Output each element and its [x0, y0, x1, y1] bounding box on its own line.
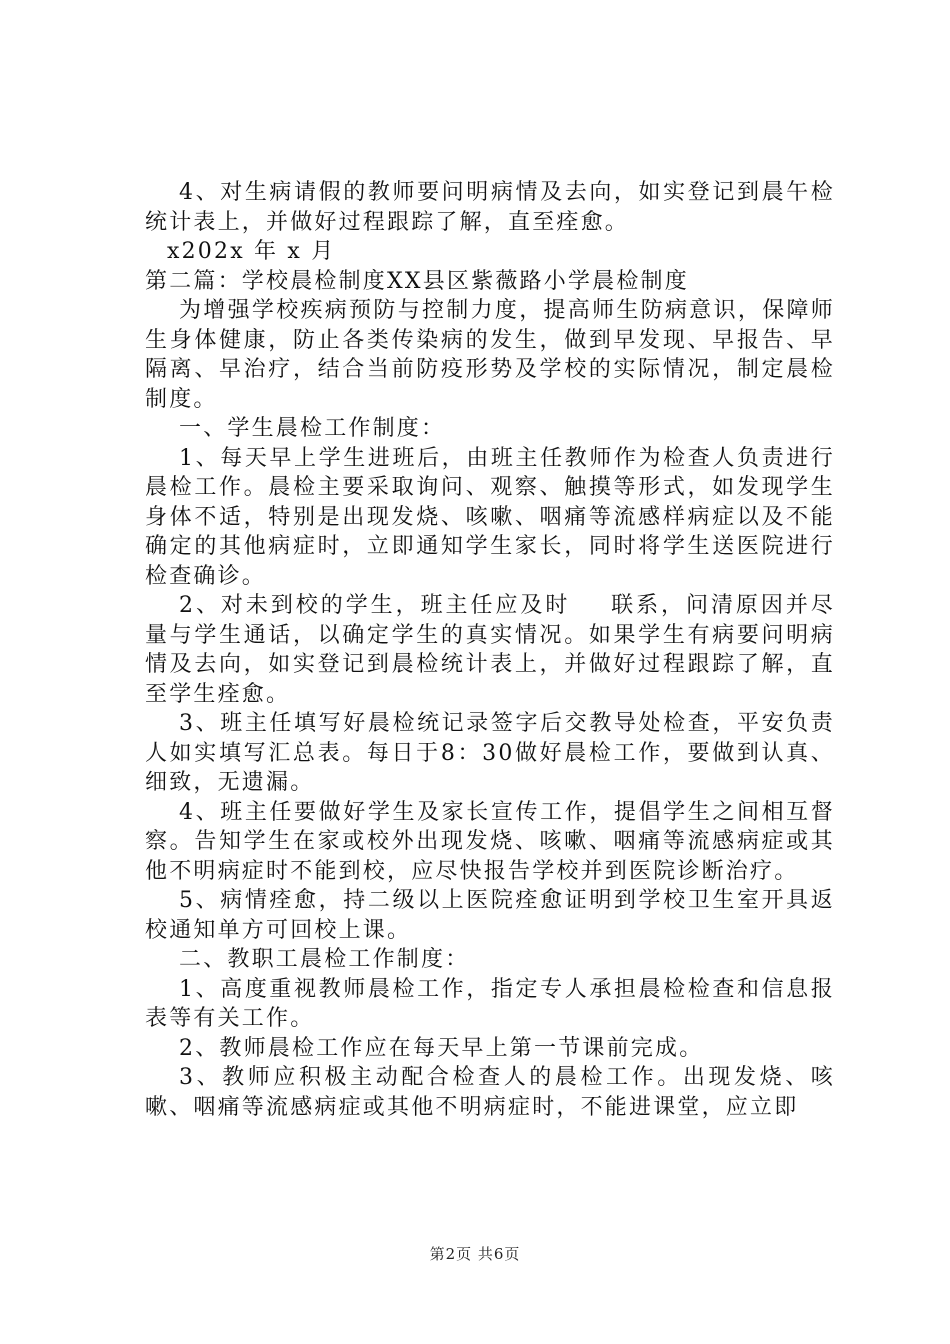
page-footer: 第2页 共6页 [429, 1245, 521, 1263]
paragraph-student-2-part-a: 2、对未到校的学生，班主任应及时 [179, 593, 571, 618]
heading-staff-check: 二、教职工晨检工作制度： [179, 947, 470, 972]
heading-student-check: 一、学生晨检工作制度： [179, 416, 446, 441]
paragraph-student-2-part-b: 联系，问清原因并尽量与学生通话，以确定学生的真实情况。如果学生有病要问明病情及去向，如实登记到晨检统计表上，并做好过程跟踪了解，直至学生痊愈。 [145, 593, 835, 707]
paragraph-staff-3: 3、教师应积极主动配合检查人的晨检工作。出现发烧、咳嗽、咽痛等流感病症或其他不明病症时，不能进课堂，应立即 [145, 1065, 835, 1120]
document-body [145, 178, 835, 1122]
paragraph-student-4: 4、班主任要做好学生及家长宣传工作，提倡学生之间相互督察。告知学生在家或校外出现发烧、咳嗽、咽痛等流感病症或其他不明病症时不能到校，应尽快报告学校并到医院诊断治疗。 [145, 799, 835, 884]
paragraph-teacher-sick-leave: 4、对生病请假的教师要问明病情及去向，如实登记到晨午检统计表上，并做好过程跟踪了解，直至痊愈。 [145, 180, 835, 235]
paragraph-date: x202x 年 x 月 [167, 239, 336, 264]
paragraph-intro: 为增强学校疾病预防与控制力度，提高师生防病意识，保障师生身体健康，防止各类传染病的发生，做到早发现、早报告、早隔离、早治疗，结合当前防疫形势及学校的实际情况，制定晨检制度。 [145, 298, 835, 412]
paragraph-staff-2: 2、教师晨检工作应在每天早上第一节课前完成。 [179, 1035, 704, 1061]
paragraph-staff-1: 1、高度重视教师晨检工作，指定专人承担晨检检查和信息报表等有关工作。 [145, 976, 835, 1031]
paragraph-student-5: 5、病情痊愈，持二级以上医院痊愈证明到学校卫生室开具返校通知单方可回校上课。 [145, 888, 835, 943]
paragraph-student-3: 3、班主任填写好晨检统记录签字后交教导处检查，平安负责人如实填写汇总表。每日于8：30做好晨检工作，要做到认真、细致，无遗漏。 [145, 711, 835, 795]
paragraph-student-2 [145, 591, 835, 709]
paragraph-student-1: 1、每天早上学生进班后，由班主任教师作为检查人负责进行晨检工作。晨检主要采取询问、观察、触摸等形式，如发现学生身体不适，特别是出现发烧、咳嗽、咽痛等流感样病症以及不能确定的其他病症时，立即通知学生家长，同时将学生送医院进行检查确诊。 [145, 445, 835, 589]
section-title: 第二篇：学校晨检制度XX县区紫薇路小学晨检制度 [145, 268, 689, 294]
